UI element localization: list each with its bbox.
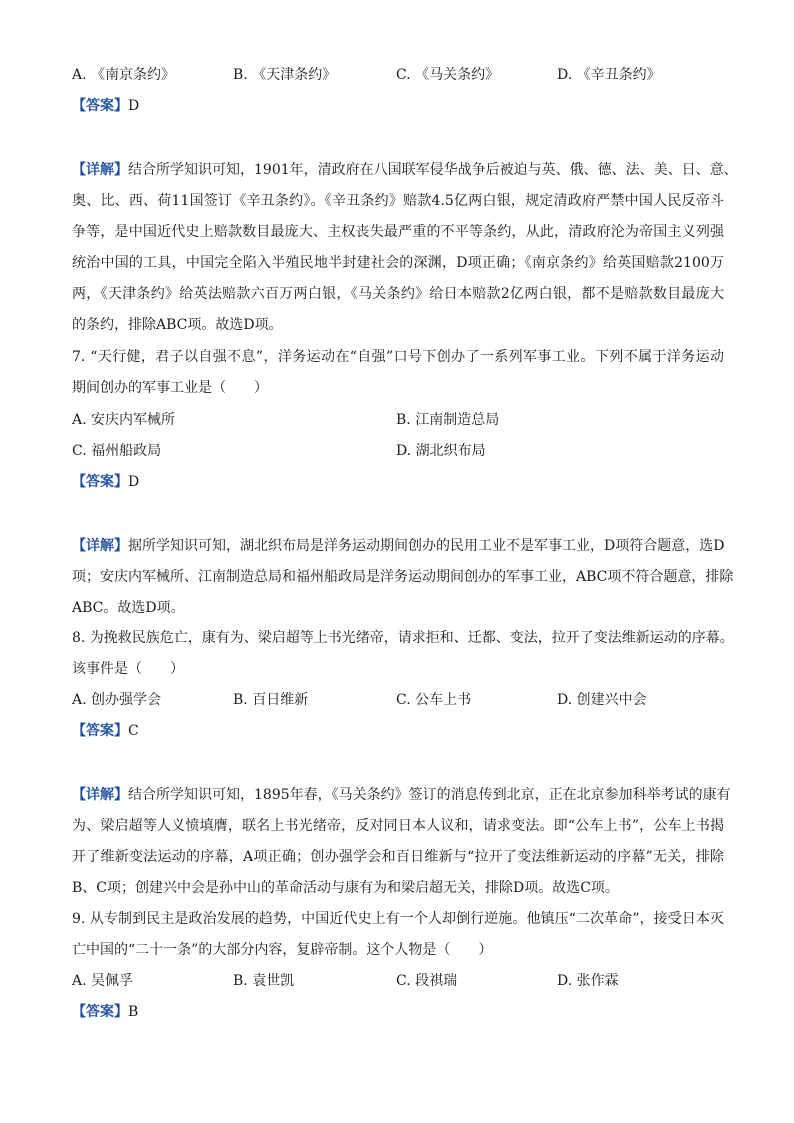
q8-stem-line-2: 该事件是（ ）: [72, 661, 184, 677]
q6-detail-line-4: 统治中国的工具，中国完全陷入半殖民地半封建社会的深渊，D项正确；《南京条约》给英国赔款2100万: [72, 255, 724, 271]
detail-tag: 【详解】: [72, 538, 128, 554]
answer-tag: 【答案】: [72, 723, 128, 739]
detail-tag: 【详解】: [72, 162, 128, 178]
answer-value: D: [128, 474, 140, 490]
q6-detail-line-3: 争等，是中国近代史上赔款数目最庞大、主权丧失最严重的不平等条约，从此，清政府沦为帝国主义列强: [72, 224, 724, 240]
answer-value: C: [128, 723, 139, 739]
q9-stem-line-2: 亡中国的“二十一条”的大部分内容，复辟帝制。这个人物是（ ）: [72, 942, 493, 958]
q6-option-b: B. 《天津条约》: [233, 67, 337, 83]
q7-detail-line-1: [72, 536, 724, 556]
answer-tag: 【答案】: [72, 474, 128, 490]
q7-option-b: B. 江南制造总局: [396, 412, 500, 428]
q8-detail-line-1: [72, 785, 731, 805]
q8-option-d: D. 创建兴中会: [557, 692, 647, 708]
detail-text: 结合所学知识可知，1901年，清政府在八国联军侵华战争后被迫与英、俄、德、法、美、日、意、: [128, 162, 738, 178]
answer-tag: 【答案】: [72, 98, 128, 114]
answer-value: D: [128, 98, 140, 114]
q7-stem-line-2: 期间创办的军事工业是（ ）: [72, 380, 268, 396]
q6-option-d: D. 《辛丑条约》: [557, 67, 661, 83]
q6-option-c: C. 《马关条约》: [396, 67, 500, 83]
q8-option-a: A. 创办强学会: [72, 692, 162, 708]
q7-stem-line-1: 7. “天行健，君子以自强不息”，洋务运动在“自强”口号下创办了一系列军事工业。下列不属于洋务运动: [72, 349, 724, 365]
q8-option-b: B. 百日维新: [233, 692, 309, 708]
detail-tag: 【详解】: [72, 787, 128, 803]
q8-stem-line-1: 8. 为挽救民族危亡，康有为、梁启超等上书光绪帝，请求拒和、迁都、变法，拉开了变法维新运动的序幕。: [72, 630, 734, 646]
q7-detail-line-2: 项；安庆内军械所、江南制造总局和福州船政局是洋务运动期间创办的军事工业，ABC项不符合题意，排除: [72, 569, 734, 585]
q9-option-a: A. 吴佩孚: [72, 973, 134, 989]
q8-answer: [72, 721, 724, 741]
q6-option-a: A. 《南京条约》: [72, 67, 176, 83]
q8-detail-line-3: 开了维新变法运动的序幕，A项正确；创办强学会和百日维新与“拉开了变法维新运动的序幕”无关，排除: [72, 849, 724, 865]
q7-option-a: A. 安庆内军械所: [72, 412, 176, 428]
q9-option-d: D. 张作霖: [557, 973, 619, 989]
q9-option-b: B. 袁世凯: [233, 973, 295, 989]
q6-detail-line-2: 奥、比、西、荷11国签订《辛丑条约》。《辛丑条约》赔款4.5亿两白银，规定清政府严禁中国人民反帝斗: [72, 193, 724, 209]
detail-text: 据所学知识可知，湖北织布局是洋务运动期间创办的民用工业不是军事工业，D项符合题意，选D: [128, 538, 725, 554]
q9-stem-line-1: 9. 从专制到民主是政治发展的趋势，中国近代史上有一个人却倒行逆施。他镇压“二次革命”，接受日本灭: [72, 911, 724, 927]
q6-answer: [72, 96, 724, 116]
answer-tag: 【答案】: [72, 1004, 128, 1020]
detail-text: 结合所学知识可知，1895年春，《马关条约》签订的消息传到北京，正在北京参加科举考试的康有: [128, 787, 731, 803]
q9-option-c: C. 段祺瑞: [396, 973, 458, 989]
q6-detail-line-5: 两，《天津条约》给英法赔款六百万两白银，《马关条约》给日本赔款2亿两白银，都不是赔款数目最庞大: [72, 286, 724, 302]
q7-option-c: C. 福州船政局: [72, 443, 162, 459]
q8-detail-line-4: B、C项；创建兴中会是孙中山的革命活动与康有为和梁启超无关，排除D项。故选C项。: [72, 880, 619, 896]
q8-option-c: C. 公车上书: [396, 692, 472, 708]
q6-detail-line-1: [72, 160, 738, 180]
q8-detail-line-2: 为、梁启超等人义愤填膺，联名上书光绪帝，反对同日本人议和，请求变法。即“公车上书”，公车上书揭: [72, 818, 724, 834]
q9-answer: [72, 1002, 724, 1022]
q7-answer: [72, 472, 724, 492]
q6-detail-line-6: 的条约，排除ABC项。故选D项。: [72, 317, 283, 333]
answer-value: B: [128, 1004, 139, 1020]
q7-option-d: D. 湖北织布局: [396, 443, 486, 459]
q7-detail-line-3: ABC。故选D项。: [72, 600, 185, 616]
